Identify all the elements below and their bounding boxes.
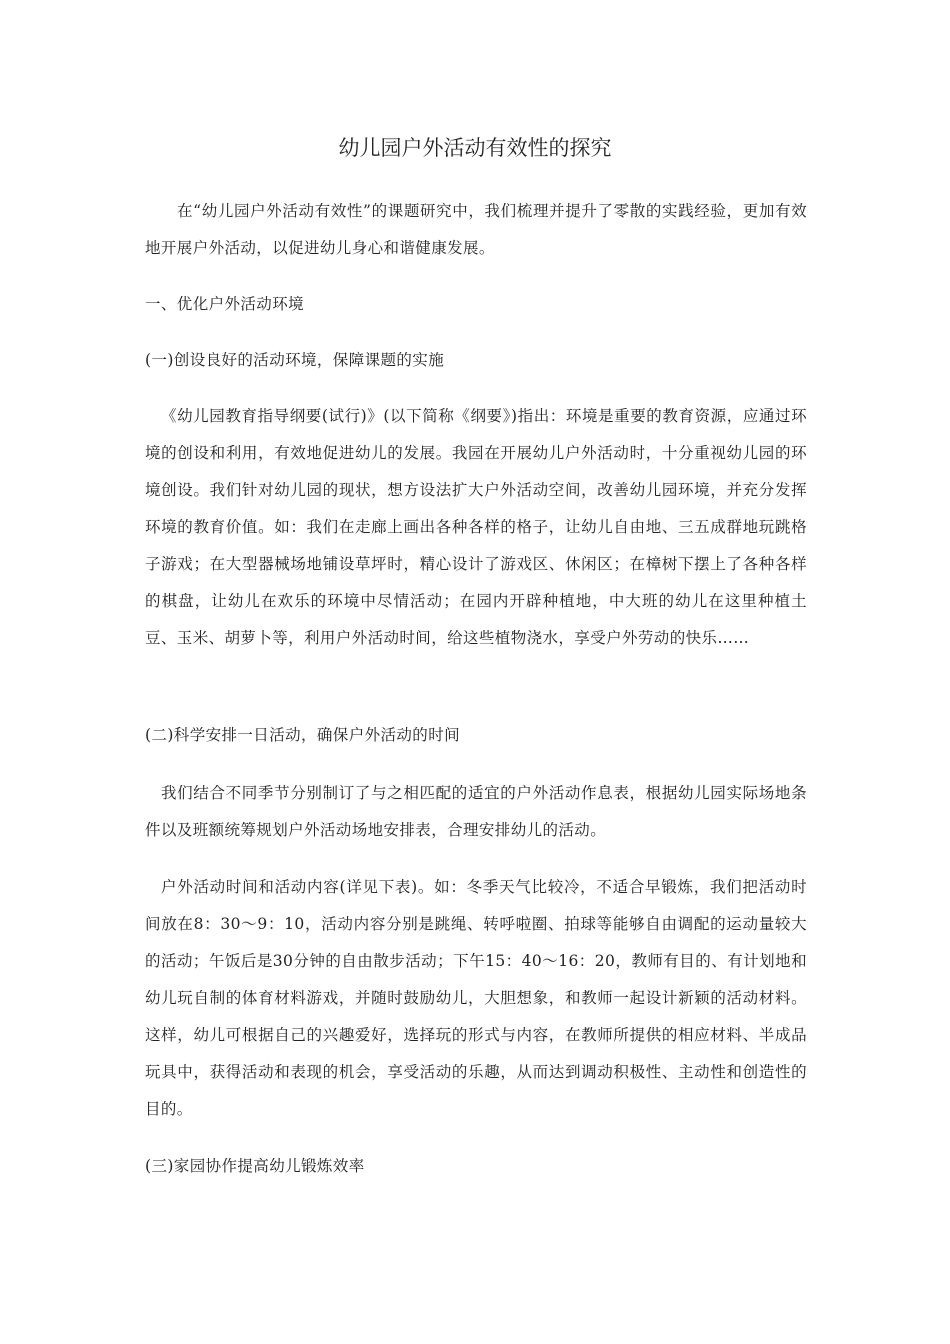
subsection-heading-3: (三)家园协作提高幼儿锻炼效率 [145,1157,365,1175]
subsection-2-paragraph-1: 我们结合不同季节分别制订了与之相匹配的适宜的户外活动作息表，根据幼儿园实际场地条件以及班额统筹规划户外活动场地安排表，合理安排幼儿的活动。 [145,784,807,839]
subsection-heading-2: (二)科学安排一日活动，确保户外活动的时间 [145,726,460,744]
intro-paragraph: 在“幼儿园户外活动有效性”的课题研究中，我们梳理并提升了零散的实践经验，更加有效地开展户外活动，以促进幼儿身心和谐健康发展。 [145,202,807,257]
subsection-heading-1: (一)创设良好的活动环境，保障课题的实施 [145,351,445,369]
section-heading-1: 一、优化户外活动环境 [145,295,305,313]
subsection-1-paragraph: 《幼儿园教育指导纲要(试行)》(以下简称《纲要》)指出：环境是重要的教育资源，应通过环境的创设和利用，有效地促进幼儿的发展。我园在开展幼儿户外活动时，十分重视幼儿园的环境创设。我们针对幼儿园的现状，想方设法扩大户外活动空间，改善幼儿园环境，并充分发挥环境的教育价值。如：我们在走廊上画出各种各样的格子，让幼儿自由地、三五成群地玩跳格子游戏；在大型器械场地铺设草坪时，精心设计了游戏区、休闲区；在樟树下摆上了各种各样的棋盘，让幼儿在欢乐的环境中尽情活动；在园内开辟种植地，中大班的幼儿在这里种植土豆、玉米、胡萝卜等，利用户外活动时间，给这些植物浇水，享受户外劳动的快乐…… [145,407,807,647]
subsection-2-paragraph-2: 户外活动时间和活动内容(详见下表)。如：冬季天气比较冷，不适合早锻炼，我们把活动时间放在8：30～9：10，活动内容分别是跳绳、转呼啦圈、拍球等能够自由调配的运动量较大的活动；午饭后是30分钟的自由散步活动；下午15：40～16：20，教师有目的、有计划地和幼儿玩自制的体育材料游戏，并随时鼓励幼儿，大胆想象，和教师一起设计新颖的活动材料。这样，幼儿可根据自己的兴趣爱好，选择玩的形式与内容，在教师所提供的相应材料、半成品玩具中，获得活动和表现的机会，享受活动的乐趣，从而达到调动积极性、主动性和创造性的目的。 [145,878,807,1118]
document-title: 幼儿园户外活动有效性的探究 [338,136,612,160]
